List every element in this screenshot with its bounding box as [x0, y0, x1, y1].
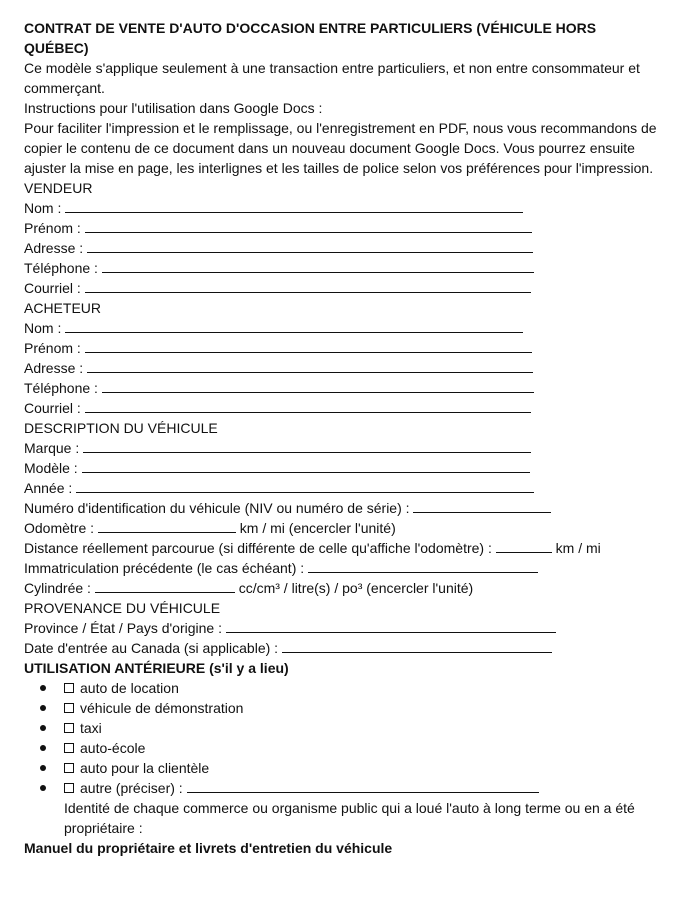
checkbox-icon[interactable] [64, 763, 74, 773]
origin-entry-date-field[interactable]: Date d'entrée au Canada (si applicable) : [24, 638, 662, 658]
prior-use-option-customer-car[interactable]: auto pour la clientèle [24, 758, 662, 778]
vehicle-distance-field[interactable]: Distance réellement parcourue (si différente de celle qu'affiche l'odomètre) : km / mi [24, 540, 601, 556]
buyer-phone-field[interactable]: Téléphone : [24, 378, 662, 398]
vehicle-vin-field[interactable]: Numéro d'identification du véhicule (NIV ou numéro de série) : [24, 498, 662, 518]
prior-use-option-driving-school[interactable]: auto-école [24, 738, 662, 758]
prior-use-option-rental[interactable]: auto de location [24, 678, 662, 698]
vehicle-odometer-field[interactable]: Odomètre : km / mi (encercler l'unité) [24, 520, 396, 536]
vehicle-model-field[interactable]: Modèle : [24, 458, 662, 478]
manual-heading: Manuel du propriétaire et livrets d'entretien du véhicule [24, 840, 393, 856]
seller-firstname-field[interactable]: Prénom : [24, 218, 662, 238]
vehicle-make-field[interactable]: Marque : [24, 438, 662, 458]
buyer-heading: ACHETEUR [24, 300, 102, 316]
vehicle-registration-field[interactable]: Immatriculation précédente (le cas échéant) : [24, 558, 662, 578]
checkbox-icon[interactable] [64, 703, 74, 713]
checkbox-icon[interactable] [64, 783, 74, 793]
bullet-icon [40, 725, 46, 731]
bullet-icon [40, 785, 46, 791]
prior-use-list [24, 678, 662, 798]
instructions-body: Pour faciliter l'impression et le remplissage, ou l'enregistrement en PDF, nous vous recommandons de copier le contenu de ce document dans un nouveau document Google Docs. Vous pourrez ensuite ajuster la mise en page, les interlignes et les tailles de police selon vos préférences pour l'impression. [24, 120, 657, 176]
seller-heading: VENDEUR [24, 180, 93, 196]
buyer-address-field[interactable]: Adresse : [24, 358, 662, 378]
buyer-firstname-field[interactable]: Prénom : [24, 338, 662, 358]
document-title: CONTRAT DE VENTE D'AUTO D'OCCASION ENTRE PARTICULIERS (VÉHICULE HORS QUÉBEC) [24, 20, 597, 56]
seller-address-field[interactable]: Adresse : [24, 238, 662, 258]
intro-text: Ce modèle s'applique seulement à une transaction entre particuliers, et non entre consommateur et commerçant. [24, 60, 640, 96]
checkbox-icon[interactable] [64, 743, 74, 753]
seller-email-field[interactable]: Courriel : [24, 278, 662, 298]
buyer-name-field[interactable]: Nom : [24, 318, 662, 338]
prior-use-heading: UTILISATION ANTÉRIEURE (s'il y a lieu) [24, 660, 289, 676]
seller-name-field[interactable]: Nom : [24, 198, 662, 218]
vehicle-heading: DESCRIPTION DU VÉHICULE [24, 420, 218, 436]
prior-use-note: Identité de chaque commerce ou organisme public qui a loué l'auto à long terme ou en a été propriétaire : [64, 800, 635, 836]
bullet-icon [40, 745, 46, 751]
vehicle-year-field[interactable]: Année : [24, 478, 662, 498]
buyer-email-field[interactable]: Courriel : [24, 398, 662, 418]
origin-heading: PROVENANCE DU VÉHICULE [24, 600, 221, 616]
seller-phone-field[interactable]: Téléphone : [24, 258, 662, 278]
origin-province-field[interactable]: Province / État / Pays d'origine : [24, 618, 662, 638]
bullet-icon [40, 685, 46, 691]
checkbox-icon[interactable] [64, 723, 74, 733]
prior-use-option-taxi[interactable]: taxi [24, 718, 662, 738]
checkbox-icon[interactable] [64, 683, 74, 693]
prior-use-option-other[interactable]: autre (préciser) : [24, 778, 662, 798]
instructions-heading: Instructions pour l'utilisation dans Google Docs : [24, 100, 323, 116]
vehicle-displacement-field[interactable]: Cylindrée : cc/cm³ / litre(s) / po³ (encercler l'unité) [24, 580, 474, 596]
bullet-icon [40, 705, 46, 711]
prior-use-option-demo[interactable]: véhicule de démonstration [24, 698, 662, 718]
bullet-icon [40, 765, 46, 771]
